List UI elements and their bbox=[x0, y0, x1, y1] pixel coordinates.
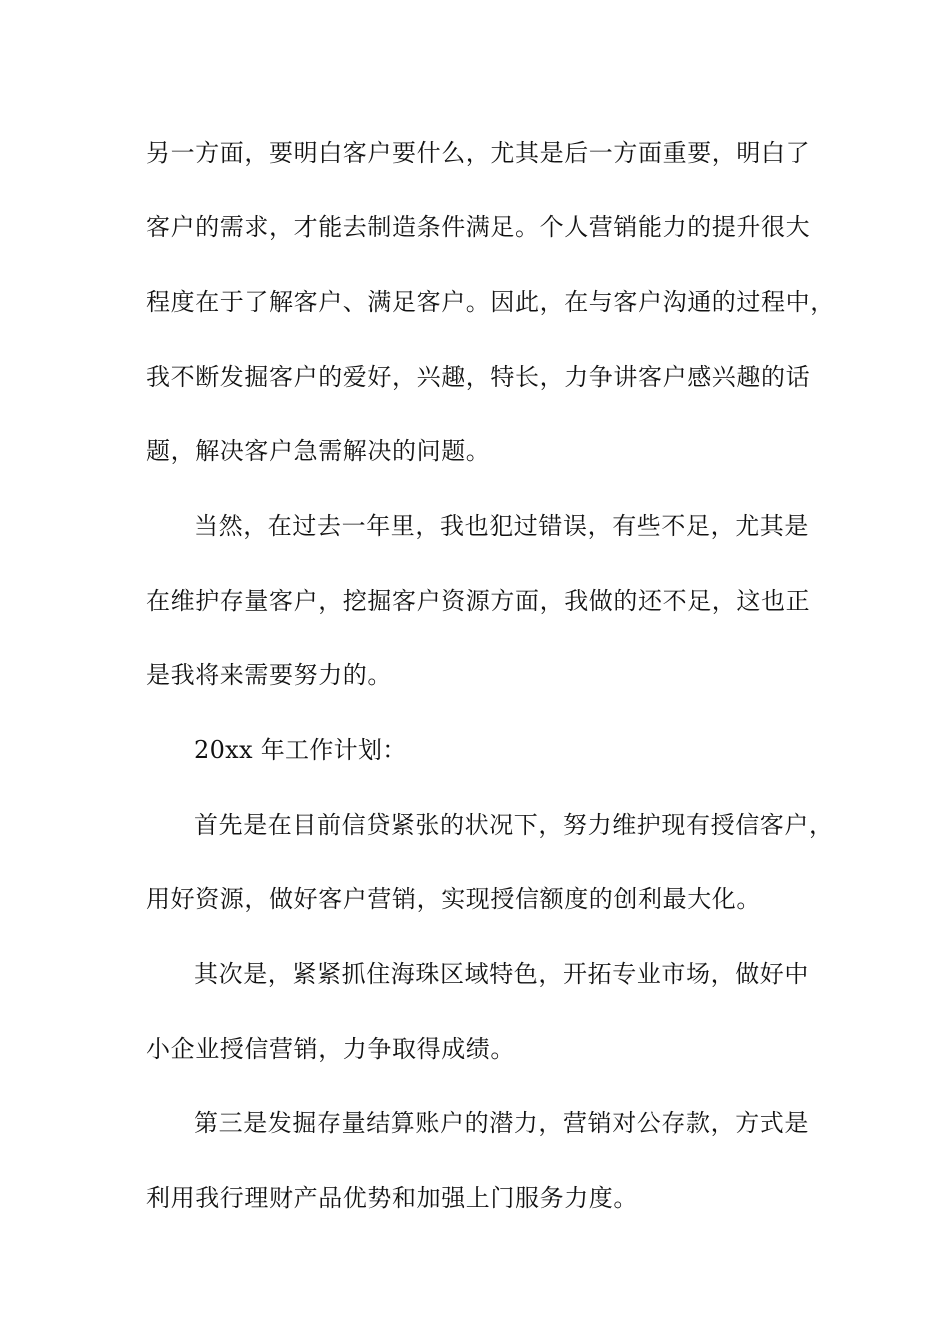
text-line: 另一方面，要明白客户要什么，尤其是后一方面重要，明白了 bbox=[146, 139, 811, 167]
text-line: 是我将来需要努力的。 bbox=[146, 661, 392, 689]
text-line: 利用我行理财产品优势和加强上门服务力度。 bbox=[146, 1184, 638, 1212]
paragraph-start-line: 其次是，紧紧抓住海珠区域特色，开拓专业市场，做好中 bbox=[194, 960, 809, 988]
text-line: 在维护存量客户，挖掘客户资源方面，我做的还不足，这也正 bbox=[146, 587, 811, 615]
text-line: 我不断发掘客户的爱好，兴趣，特长，力争讲客户感兴趣的话 bbox=[146, 363, 811, 391]
paragraph-start-line: 当然，在过去一年里，我也犯过错误，有些不足，尤其是 bbox=[194, 512, 809, 540]
text-line: 用好资源，做好客户营销，实现授信额度的创利最大化。 bbox=[146, 885, 761, 913]
paragraph-start-line: 首先是在目前信贷紧张的状况下，努力维护现有授信客户， bbox=[194, 811, 834, 839]
text-line: 客户的需求，才能去制造条件满足。个人营销能力的提升很大 bbox=[146, 213, 811, 241]
paragraph-start-line: 第三是发掘存量结算账户的潜力，营销对公存款，方式是 bbox=[194, 1109, 809, 1137]
section-heading: 20xx 年工作计划： bbox=[194, 736, 407, 764]
text-line: 题，解决客户急需解决的问题。 bbox=[146, 437, 491, 465]
text-line: 程度在于了解客户、满足客户。因此，在与客户沟通的过程中， bbox=[146, 288, 835, 316]
text-line: 小企业授信营销，力争取得成绩。 bbox=[146, 1035, 515, 1063]
